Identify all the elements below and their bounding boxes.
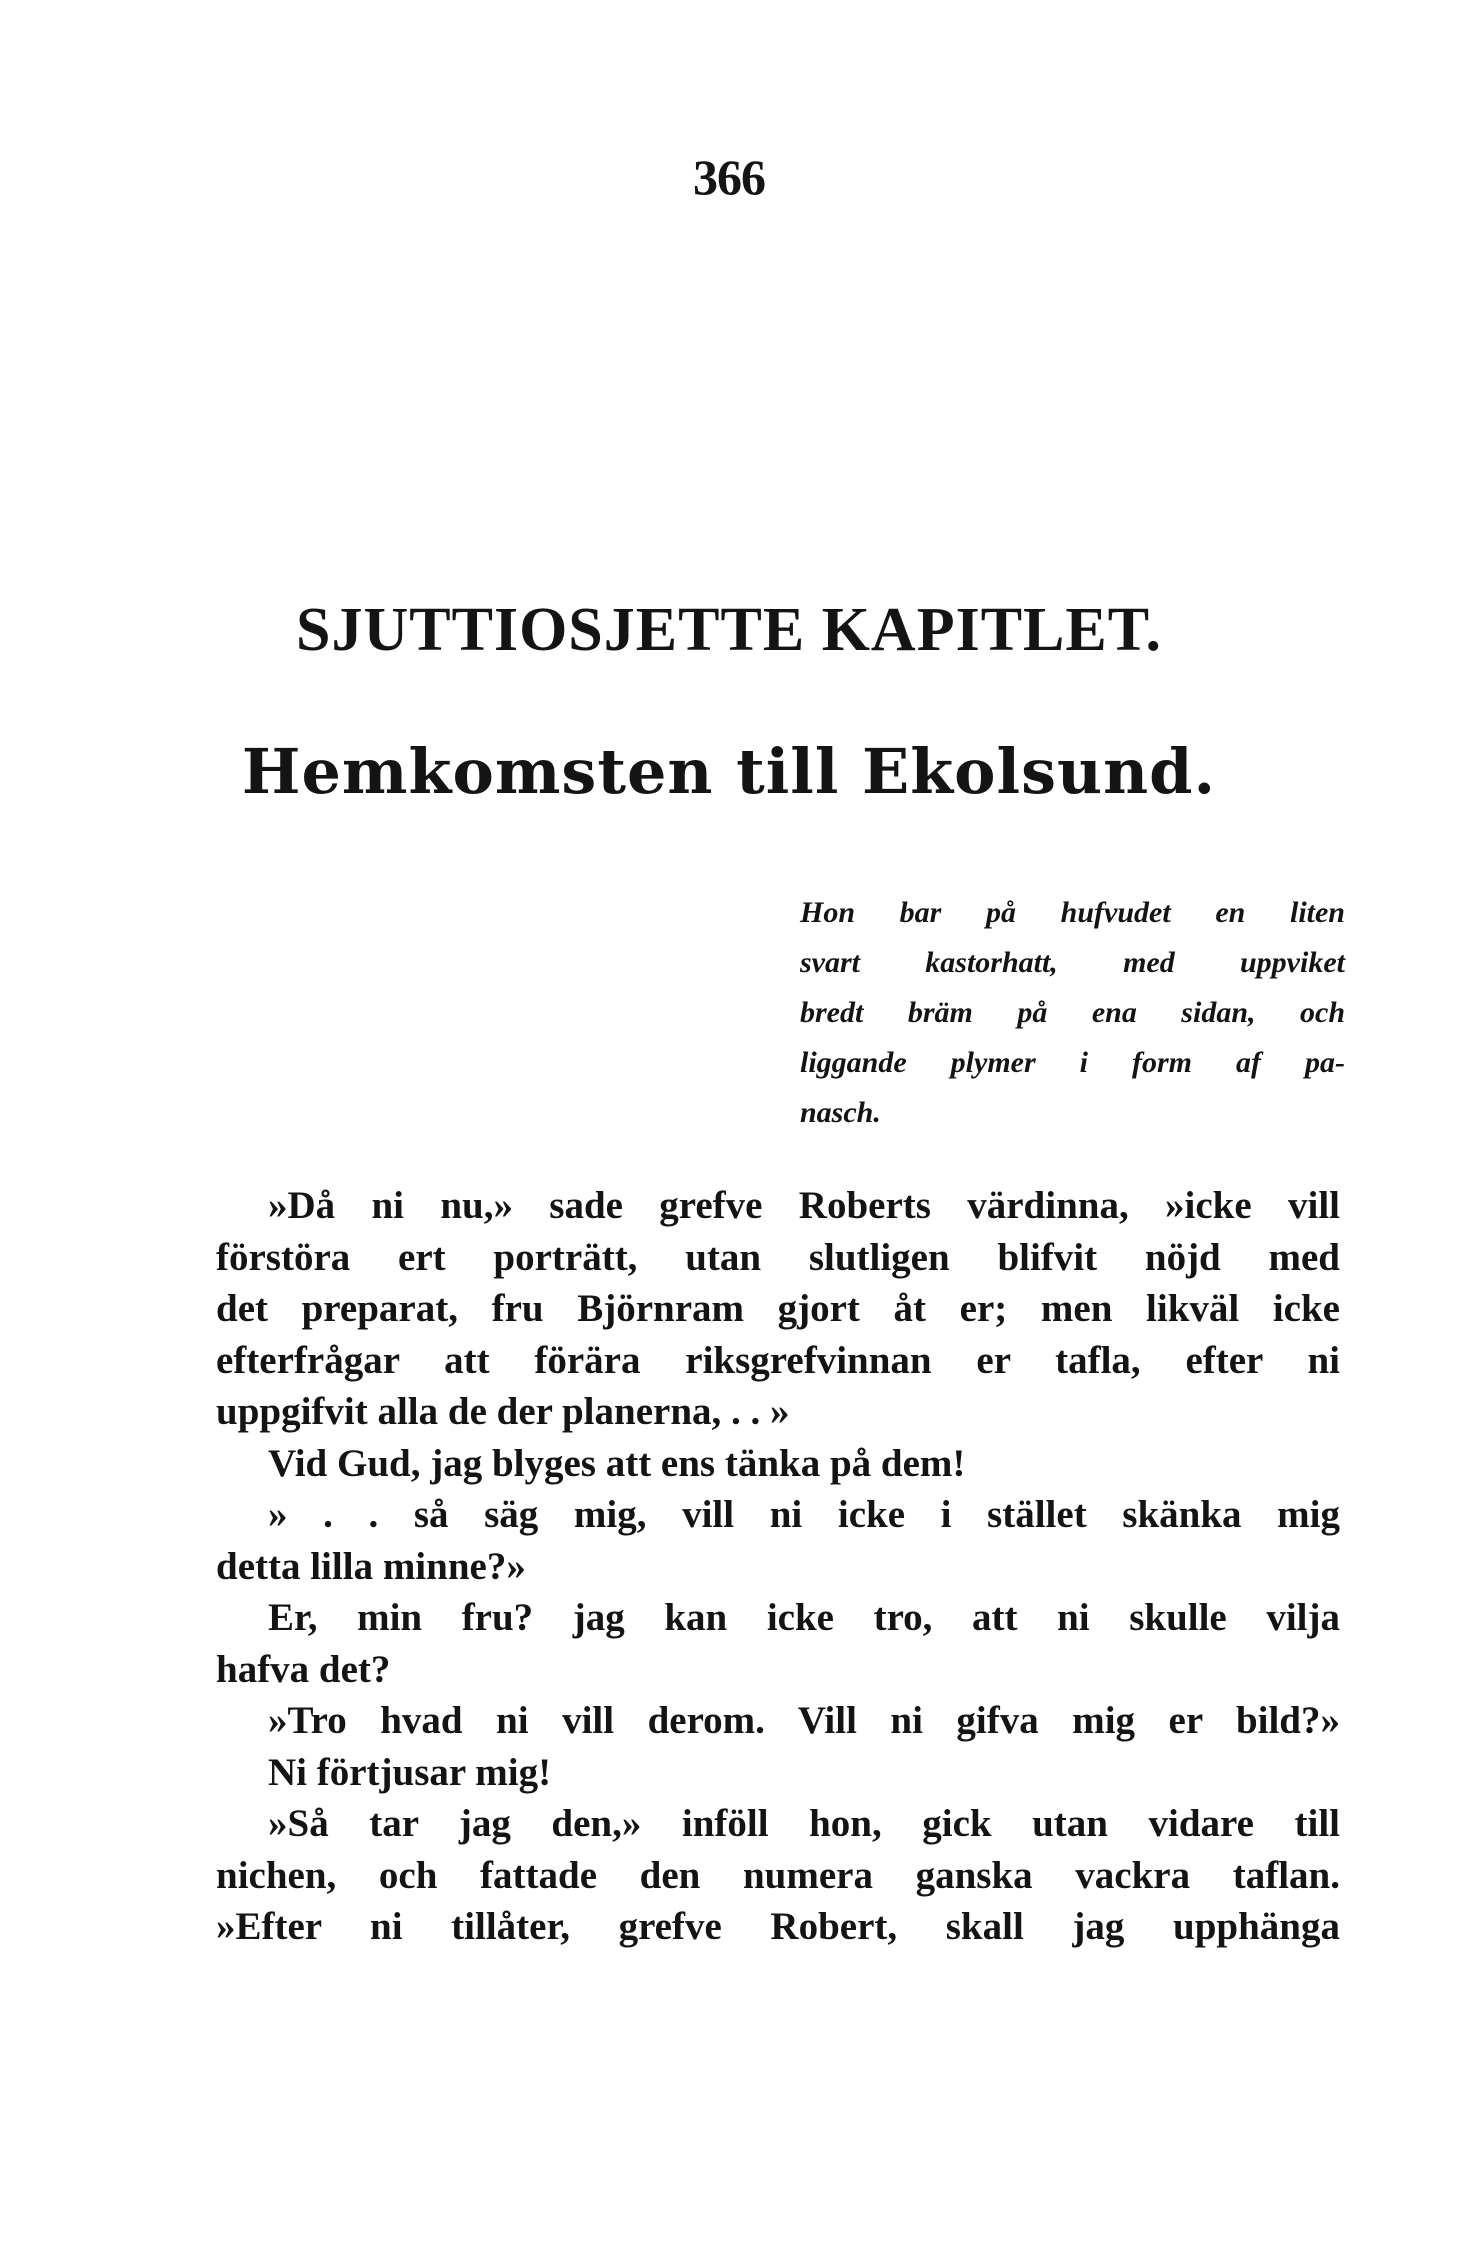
body-line: »Efter ni tillåter, grefve Robert, skall jag upphänga [216,1905,1340,1948]
chapter-title: SJUTTIOSJETTE KAPITLET. [295,596,1163,664]
body-line: » . . så säg mig, vill ni icke i stället skänka mig [268,1493,1340,1536]
chapter-subtitle: Hemkomsten till Ekolsund. [241,735,1217,808]
body-line: hafva det? [216,1647,391,1691]
body-line: Er, min fru? jag kan icke tro, att ni skulle vilja [268,1596,1340,1639]
epigraph-line: svart kastorhatt, med uppviket [800,946,1345,979]
epigraph-line: nasch. [800,1096,881,1129]
page-number: 366 [693,149,765,205]
epigraph-line: bredt bräm på ena sidan, och [800,996,1345,1029]
body-line: det preparat, fru Björnram gjort åt er; men likväl icke [216,1287,1340,1330]
epigraph-line: liggande plymer i form af pa- [800,1046,1345,1079]
epigraph-line: Hon bar på hufvudet en liten [800,896,1345,929]
epigraph [800,888,1345,1138]
body-line: »Då ni nu,» sade grefve Roberts värdinna, »icke vill [268,1184,1340,1227]
body-text [216,1180,1340,1953]
body-line: detta lilla minne?» [216,1544,526,1588]
body-line: Vid Gud, jag blyges att ens tänka på dem! [268,1441,966,1485]
body-line: förstöra ert porträtt, utan slutligen blifvit nöjd med [216,1235,1340,1279]
body-line: Ni förtjusar mig! [268,1750,552,1794]
body-line: uppgifvit alla de der planerna, . . » [216,1390,790,1433]
body-line: nichen, och fattade den numera ganska vackra taflan. [216,1853,1340,1897]
body-line: »Så tar jag den,» inföll hon, gick utan vidare till [268,1802,1340,1845]
body-line: efterfrågar att förära riksgrefvinnan er tafla, efter ni [216,1338,1340,1382]
body-line: »Tro hvad ni vill derom. Vill ni gifva mig er bild?» [268,1699,1340,1742]
